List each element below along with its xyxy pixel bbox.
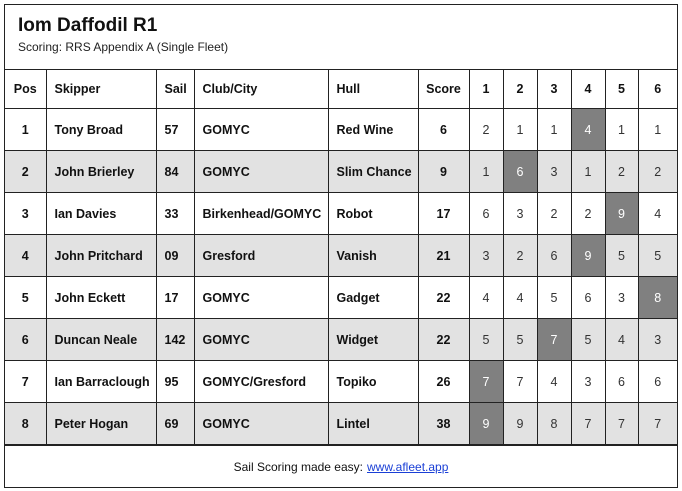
club-cell: GOMYC <box>194 403 328 445</box>
race-cell: 4 <box>638 193 677 235</box>
pos-cell: 2 <box>5 151 46 193</box>
column-header-skipper: Skipper <box>46 70 156 109</box>
hull-cell: Robot <box>328 193 418 235</box>
race-cell: 1 <box>605 109 638 151</box>
table-row <box>5 361 677 403</box>
race-cell: 2 <box>503 235 537 277</box>
skipper-cell: John Brierley <box>46 151 156 193</box>
hull-cell: Slim Chance <box>328 151 418 193</box>
discarded-race-cell: 6 <box>503 151 537 193</box>
race-cell: 5 <box>605 235 638 277</box>
sail-cell: 84 <box>156 151 194 193</box>
column-header-hull: Hull <box>328 70 418 109</box>
race-cell: 3 <box>638 319 677 361</box>
column-header-score: Score <box>418 70 469 109</box>
race-cell: 7 <box>503 361 537 403</box>
discarded-race-cell: 9 <box>469 403 503 445</box>
race-cell: 3 <box>503 193 537 235</box>
club-cell: GOMYC <box>194 151 328 193</box>
race-cell: 4 <box>469 277 503 319</box>
discarded-race-cell: 4 <box>571 109 605 151</box>
footer-text: Sail Scoring made easy: <box>233 460 363 474</box>
table-row <box>5 151 677 193</box>
pos-cell: 4 <box>5 235 46 277</box>
race-cell: 4 <box>605 319 638 361</box>
score-cell: 26 <box>418 361 469 403</box>
column-header-pos: Pos <box>5 70 46 109</box>
table-row <box>5 403 677 445</box>
pos-cell: 1 <box>5 109 46 151</box>
skipper-cell: Ian Barraclough <box>46 361 156 403</box>
hull-cell: Red Wine <box>328 109 418 151</box>
race-cell: 6 <box>571 277 605 319</box>
race-cell: 7 <box>605 403 638 445</box>
race-cell: 3 <box>605 277 638 319</box>
sail-cell: 142 <box>156 319 194 361</box>
race-cell: 5 <box>469 319 503 361</box>
club-cell: GOMYC/Gresford <box>194 361 328 403</box>
race-cell: 1 <box>537 109 571 151</box>
race-cell: 5 <box>638 235 677 277</box>
club-cell: GOMYC <box>194 109 328 151</box>
score-cell: 17 <box>418 193 469 235</box>
table-row <box>5 109 677 151</box>
race-cell: 9 <box>503 403 537 445</box>
race-cell: 1 <box>638 109 677 151</box>
race-cell: 3 <box>571 361 605 403</box>
results-header <box>5 5 677 70</box>
race-cell: 5 <box>537 277 571 319</box>
race-cell: 5 <box>571 319 605 361</box>
hull-cell: Topiko <box>328 361 418 403</box>
race-cell: 2 <box>571 193 605 235</box>
scoring-subtitle: Scoring: RRS Appendix A (Single Fleet) <box>18 40 229 54</box>
race-cell: 2 <box>469 109 503 151</box>
club-cell: Gresford <box>194 235 328 277</box>
score-cell: 38 <box>418 403 469 445</box>
table-row <box>5 319 677 361</box>
pos-cell: 7 <box>5 361 46 403</box>
page-title: Iom Daffodil R1 <box>18 15 158 36</box>
column-header-race-2: 2 <box>503 70 537 109</box>
sail-cell: 17 <box>156 277 194 319</box>
sail-cell: 57 <box>156 109 194 151</box>
race-cell: 7 <box>638 403 677 445</box>
discarded-race-cell: 9 <box>605 193 638 235</box>
hull-cell: Gadget <box>328 277 418 319</box>
discarded-race-cell: 9 <box>571 235 605 277</box>
sail-cell: 69 <box>156 403 194 445</box>
race-cell: 4 <box>537 361 571 403</box>
pos-cell: 5 <box>5 277 46 319</box>
column-header-race-5: 5 <box>605 70 638 109</box>
race-cell: 3 <box>469 235 503 277</box>
pos-cell: 8 <box>5 403 46 445</box>
score-cell: 22 <box>418 319 469 361</box>
race-cell: 6 <box>469 193 503 235</box>
race-cell: 6 <box>638 361 677 403</box>
hull-cell: Vanish <box>328 235 418 277</box>
table-row <box>5 235 677 277</box>
skipper-cell: Duncan Neale <box>46 319 156 361</box>
race-cell: 2 <box>537 193 571 235</box>
score-cell: 9 <box>418 151 469 193</box>
column-header-club: Club/City <box>194 70 328 109</box>
table-row <box>5 193 677 235</box>
race-cell: 1 <box>503 109 537 151</box>
sail-cell: 95 <box>156 361 194 403</box>
sail-cell: 33 <box>156 193 194 235</box>
club-cell: GOMYC <box>194 277 328 319</box>
table-body <box>5 109 677 445</box>
column-header-race-3: 3 <box>537 70 571 109</box>
race-cell: 5 <box>503 319 537 361</box>
skipper-cell: Tony Broad <box>46 109 156 151</box>
column-header-sail: Sail <box>156 70 194 109</box>
race-cell: 3 <box>537 151 571 193</box>
pos-cell: 3 <box>5 193 46 235</box>
discarded-race-cell: 7 <box>469 361 503 403</box>
race-cell: 4 <box>503 277 537 319</box>
race-cell: 2 <box>638 151 677 193</box>
column-header-race-6: 6 <box>638 70 677 109</box>
table-row <box>5 277 677 319</box>
race-cell: 6 <box>605 361 638 403</box>
skipper-cell: John Eckett <box>46 277 156 319</box>
race-cell: 6 <box>537 235 571 277</box>
discarded-race-cell: 8 <box>638 277 677 319</box>
afleet-link[interactable]: www.afleet.app <box>367 460 449 474</box>
skipper-cell: John Pritchard <box>46 235 156 277</box>
results-table <box>5 70 677 445</box>
table-header-row <box>5 70 677 109</box>
hull-cell: Widget <box>328 319 418 361</box>
club-cell: Birkenhead/GOMYC <box>194 193 328 235</box>
race-cell: 8 <box>537 403 571 445</box>
pos-cell: 6 <box>5 319 46 361</box>
race-cell: 2 <box>605 151 638 193</box>
skipper-cell: Ian Davies <box>46 193 156 235</box>
skipper-cell: Peter Hogan <box>46 403 156 445</box>
club-cell: GOMYC <box>194 319 328 361</box>
race-cell: 1 <box>571 151 605 193</box>
race-cell: 7 <box>571 403 605 445</box>
score-cell: 22 <box>418 277 469 319</box>
discarded-race-cell: 7 <box>537 319 571 361</box>
column-header-race-4: 4 <box>571 70 605 109</box>
score-cell: 21 <box>418 235 469 277</box>
column-header-race-1: 1 <box>469 70 503 109</box>
race-cell: 1 <box>469 151 503 193</box>
footer <box>5 445 677 488</box>
score-cell: 6 <box>418 109 469 151</box>
results-sheet <box>4 4 678 488</box>
sail-cell: 09 <box>156 235 194 277</box>
hull-cell: Lintel <box>328 403 418 445</box>
